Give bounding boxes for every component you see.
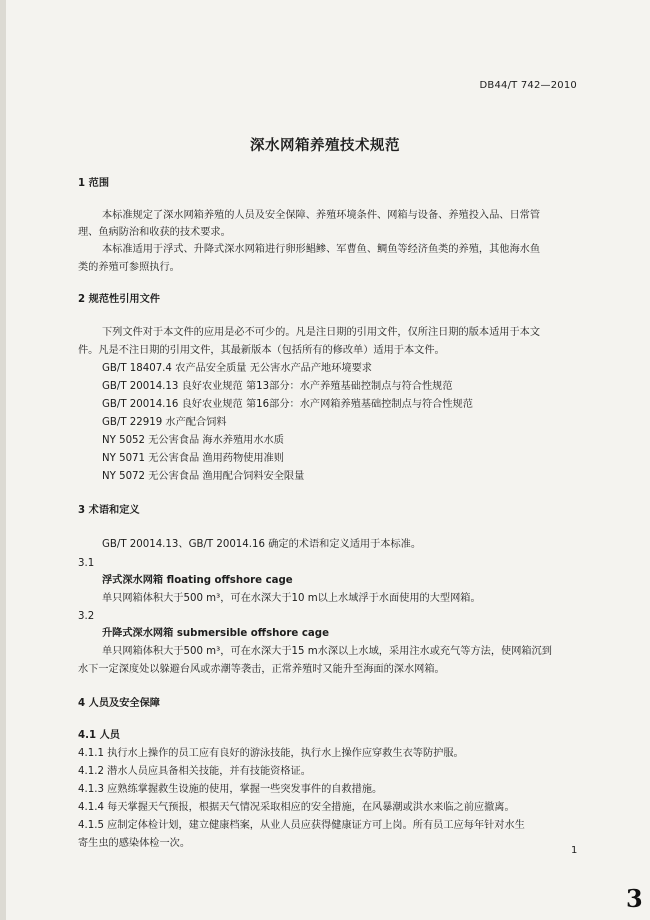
page-number: 1: [571, 845, 578, 856]
reference-item: GB/T 20014.13 良好农业规范 第13部分：水产养殖基础控制点与符合性规范: [102, 381, 453, 392]
term-heading: 浮式深水网箱 floating offshore cage: [102, 575, 293, 586]
reference-item: GB/T 22919 水产配合饲料: [102, 417, 227, 428]
standard-code: DB44/T 742—2010: [479, 80, 577, 91]
term-definition: 单只网箱体积大于500 m³，可在水深大于10 m以上水域浮于水面使用的大型网箱。: [102, 593, 481, 604]
paragraph-line: 件。凡是不注日期的引用文件，其最新版本（包括所有的修改单）适用于本文件。: [78, 345, 445, 356]
paragraph-line: 类的养殖可参照执行。: [78, 262, 180, 273]
paragraph-line: 本标准规定了深水网箱养殖的人员及安全保障、养殖环境条件、网箱与设备、养殖投入品、日常管: [102, 210, 541, 221]
reference-item: GB/T 20014.16 良好农业规范 第16部分：水产网箱养殖基础控制点与符合性规范: [102, 399, 473, 410]
document-title: 深水网箱养殖技术规范: [250, 138, 400, 154]
paragraph-line: 下列文件对于本文件的应用是必不可少的。凡是注日期的引用文件，仅所注日期的版本适用于本文: [102, 327, 541, 338]
clause-item: 4.1.1 执行水上操作的员工应有良好的游泳技能，执行水上操作应穿救生衣等防护服。: [78, 748, 464, 759]
paragraph-line: 本标准适用于浮式、升降式深水网箱进行卵形鲳鲹、军曹鱼、鲷鱼等经济鱼类的养殖，其他海水鱼: [102, 244, 541, 255]
clause-item: 4.1.5 应制定体检计划，建立健康档案，从业人员应获得健康证方可上岗。所有员工应每年针对水生: [78, 820, 525, 831]
term-heading: 升降式深水网箱 submersible offshore cage: [102, 628, 329, 639]
clause-item: 4.1.3 应熟练掌握救生设施的使用，掌握一些突发事件的自救措施。: [78, 784, 383, 795]
clause-item: 4.1.4 每天掌握天气预报，根据天气情况采取相应的安全措施，在风暴潮或洪水来临之前应撤离。: [78, 802, 515, 813]
reference-item: NY 5071 无公害食品 渔用药物使用准则: [102, 453, 284, 464]
clause-item: 4.1.2 潜水人员应具备相关技能，并有技能资格证。: [78, 766, 311, 777]
section-2-heading: 2 规范性引用文件: [78, 294, 160, 305]
paragraph-line: GB/T 20014.13、GB/T 20014.16 确定的术语和定义适用于本标准。: [102, 539, 422, 550]
term-definition: 水下一定深度处以躲避台风或赤潮等袭击，正常养殖时又能升至海面的深水网箱。: [78, 664, 445, 675]
paragraph-line: 理、鱼病防治和收获的技术要求。: [78, 227, 231, 238]
section-3-heading: 3 术语和定义: [78, 505, 140, 516]
term-definition: 单只网箱体积大于500 m³，可在水深大于15 m水深以上水域，采用注水或充气等方法，使网箱沉到: [102, 646, 552, 657]
clause-number: 3.1: [78, 558, 95, 569]
corner-mark: 3: [626, 884, 643, 913]
reference-item: NY 5052 无公害食品 海水养殖用水水质: [102, 435, 284, 446]
clause-item: 寄生虫的感染体检一次。: [78, 838, 191, 849]
clause-number: 3.2: [78, 611, 95, 622]
section-1-heading: 1 范围: [78, 178, 110, 189]
subsection-heading: 4.1 人员: [78, 730, 120, 741]
reference-item: GB/T 18407.4 农产品安全质量 无公害水产品产地环境要求: [102, 363, 372, 374]
section-4-heading: 4 人员及安全保障: [78, 698, 160, 709]
reference-item: NY 5072 无公害食品 渔用配合饲料安全限量: [102, 471, 305, 482]
